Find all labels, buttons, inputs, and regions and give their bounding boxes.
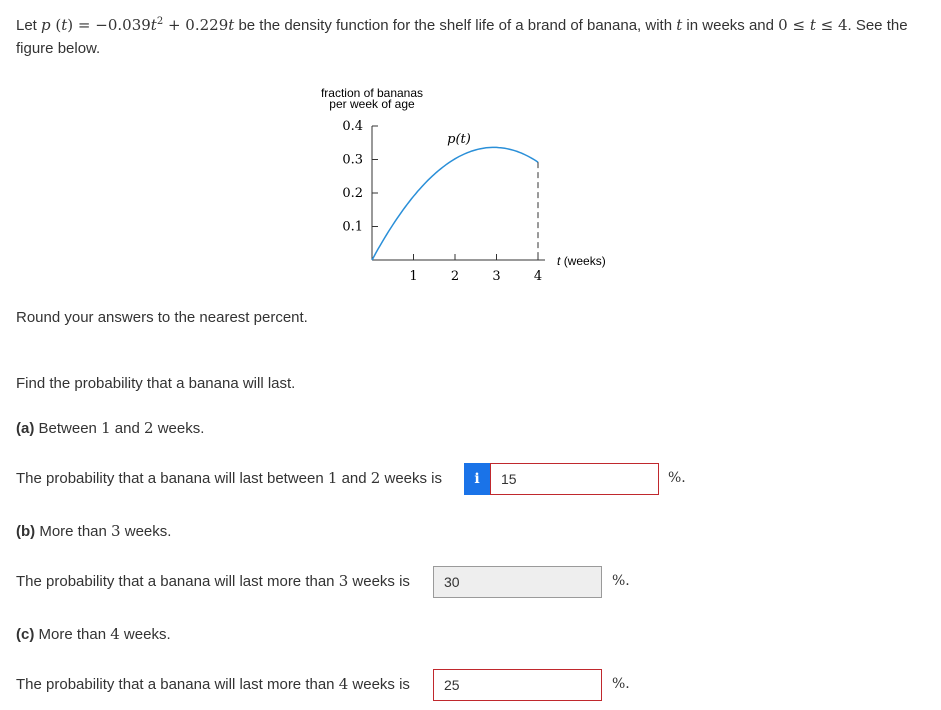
density-formula: p $(t) = -0.039t^2 + 0.229t$ <box>41 16 235 34</box>
x-axis-label: t (weeks) <box>557 254 606 268</box>
problem-statement: Let p $(t) = -0.039t^2 + 0.229t$ be the density function for the shelf life of a brand of banana, with t in weeks and 0 ≤ t ≤ 4. See the figure below. <box>16 16 908 57</box>
y-tick-label: 0.4 <box>342 119 363 134</box>
answer-c-input[interactable] <box>433 669 602 701</box>
answer-b-input[interactable] <box>433 566 602 598</box>
rounding-instruction: Round your answers to the nearest percent. <box>16 309 308 326</box>
x-tick-label: 1 <box>409 269 418 284</box>
answer-b-unit: %. <box>612 573 630 589</box>
y-tick-label: 0.2 <box>342 186 363 201</box>
answer-a-input[interactable] <box>490 463 659 495</box>
domain-inequality: 0 ≤ t ≤ 4 <box>778 16 848 34</box>
part-b-heading: (b) More than 3 weeks. <box>16 522 172 540</box>
answer-c-unit: %. <box>612 676 630 692</box>
part-c-heading: (c) More than 4 weeks. <box>16 625 171 643</box>
x-ticks <box>409 254 542 284</box>
y-ticks <box>342 119 378 235</box>
part-c-statement: The probability that a banana will last more than 4 weeks is <box>16 675 410 693</box>
y-tick-label: 0.1 <box>342 219 363 235</box>
part-a-statement: The probability that a banana will last between 1 and 2 weeks is <box>16 469 443 487</box>
x-tick-label: 3 <box>492 269 501 284</box>
x-tick-label: 2 <box>450 269 460 284</box>
part-b-statement: The probability that a banana will last more than 3 weeks is <box>16 572 410 590</box>
info-icon[interactable]: i <box>464 463 490 495</box>
density-chart <box>0 0 941 300</box>
curve-label: p(t) <box>447 132 471 147</box>
y-axis-label-line2: per week of age <box>329 97 415 111</box>
x-tick-label: 4 <box>533 269 543 284</box>
y-tick-label: 0.3 <box>342 152 363 168</box>
y-axis-label-line1: fraction of bananas <box>320 86 424 100</box>
part-a-heading: (a) Between 1 and 2 weeks. <box>16 419 205 437</box>
series-line-p <box>372 147 538 260</box>
answer-a-unit: %. <box>668 470 686 486</box>
find-instruction: Find the probability that a banana will last. <box>16 375 296 392</box>
